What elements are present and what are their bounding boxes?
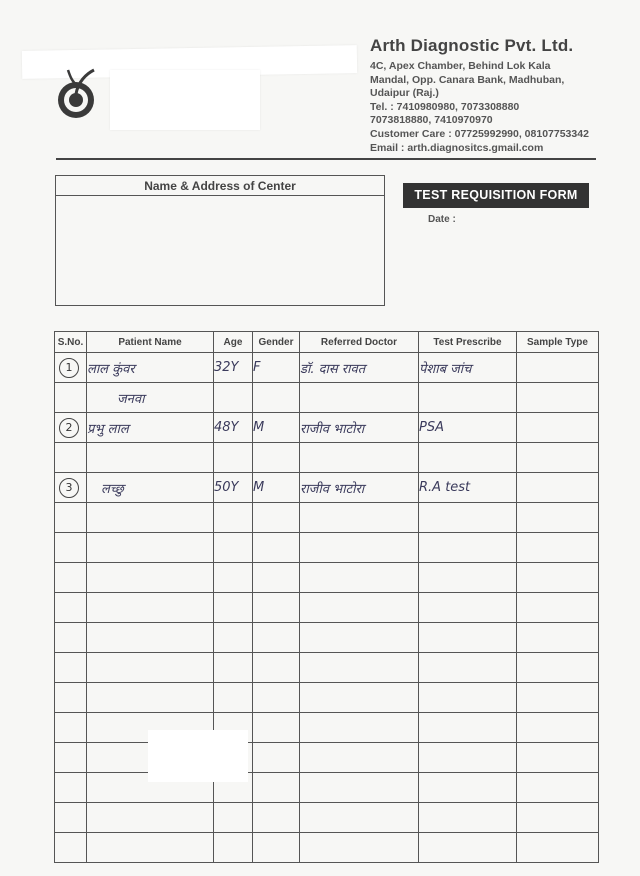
col-header-referred-doctor: Referred Doctor xyxy=(300,332,419,353)
table-header-row xyxy=(55,332,599,353)
phone-line: 7073818880, 7410970970 xyxy=(370,114,493,127)
doctor-cell: राजीव भाटोरा xyxy=(300,413,419,443)
patient-name-cell: लच्छु xyxy=(87,473,214,503)
table-row xyxy=(55,803,599,833)
address-line: Udaipur (Raj.) xyxy=(370,87,439,100)
col-header-gender: Gender xyxy=(253,332,300,353)
gender-cell: M xyxy=(253,413,300,443)
table-row xyxy=(55,743,599,773)
col-header-sample-type: Sample Type xyxy=(517,332,599,353)
table-row xyxy=(55,593,599,623)
test-cell: पेशाब जांच xyxy=(419,353,517,383)
table-row xyxy=(55,383,599,413)
col-header-test-prescribe: Test Prescribe xyxy=(419,332,517,353)
sno-circle: 2 xyxy=(59,418,79,438)
sno-cell xyxy=(55,353,87,383)
col-header-age: Age xyxy=(214,332,253,353)
sno-circle: 3 xyxy=(59,478,79,498)
age-cell xyxy=(214,383,253,413)
col-header-sno: S.No. xyxy=(55,332,87,353)
table-row xyxy=(55,683,599,713)
gender-cell xyxy=(253,383,300,413)
gender-cell: M xyxy=(253,473,300,503)
torn-paper-patch xyxy=(110,70,260,130)
company-address xyxy=(370,60,630,155)
center-box-title: Name & Address of Center xyxy=(56,176,384,196)
table-row xyxy=(55,653,599,683)
email-line: Email : arth.diagnositcs.gmail.com xyxy=(370,141,544,154)
date-label: Date : xyxy=(428,214,456,225)
table-row xyxy=(55,563,599,593)
gender-cell: F xyxy=(253,353,300,383)
sno-circle: 1 xyxy=(59,358,79,378)
age-cell: 48Y xyxy=(214,413,253,443)
form-title: TEST REQUISITION FORM xyxy=(403,183,589,208)
test-cell: R.A test xyxy=(419,473,517,503)
target-logo-icon xyxy=(56,62,96,122)
table-row xyxy=(55,623,599,653)
sample-type-cell xyxy=(517,383,599,413)
test-cell: PSA xyxy=(419,413,517,443)
age-cell: 32Y xyxy=(214,353,253,383)
sample-type-cell xyxy=(517,473,599,503)
table-row xyxy=(55,713,599,743)
company-header xyxy=(370,36,630,155)
doctor-cell xyxy=(300,383,419,413)
doctor-cell: डॉ. दास रावत xyxy=(300,353,419,383)
redaction-patch xyxy=(148,730,248,782)
table-row xyxy=(55,413,599,443)
sno-cell xyxy=(55,383,87,413)
patient-name-cell: लाल कुंवर xyxy=(87,353,214,383)
sno-cell xyxy=(55,473,87,503)
age-cell: 50Y xyxy=(214,473,253,503)
company-name: Arth Diagnostic Pvt. Ltd. xyxy=(370,36,574,55)
test-cell xyxy=(419,383,517,413)
address-line: Mandal, Opp. Canara Bank, Madhuban, xyxy=(370,73,565,86)
phone-line: Tel. : 7410980980, 7073308880 xyxy=(370,100,520,113)
table-row xyxy=(55,443,599,473)
doctor-cell: राजीव भाटोरा xyxy=(300,473,419,503)
customer-care-line: Customer Care : 07725992990, 08107753342 xyxy=(370,127,589,140)
sample-type-cell xyxy=(517,413,599,443)
center-address-box xyxy=(55,175,385,306)
table-row xyxy=(55,773,599,803)
sample-type-cell xyxy=(517,353,599,383)
table-row xyxy=(55,833,599,863)
patient-name-cont-cell: जनवा xyxy=(87,383,214,413)
patient-name-cell: प्रभु लाल xyxy=(87,413,214,443)
address-line: 4C, Apex Chamber, Behind Lok Kala xyxy=(370,60,551,72)
table-row xyxy=(55,473,599,503)
table-row xyxy=(55,533,599,563)
col-header-patient-name: Patient Name xyxy=(87,332,214,353)
table-row xyxy=(55,503,599,533)
sno-cell xyxy=(55,413,87,443)
table-row xyxy=(55,353,599,383)
patient-table xyxy=(54,331,599,863)
header-divider xyxy=(56,158,596,160)
